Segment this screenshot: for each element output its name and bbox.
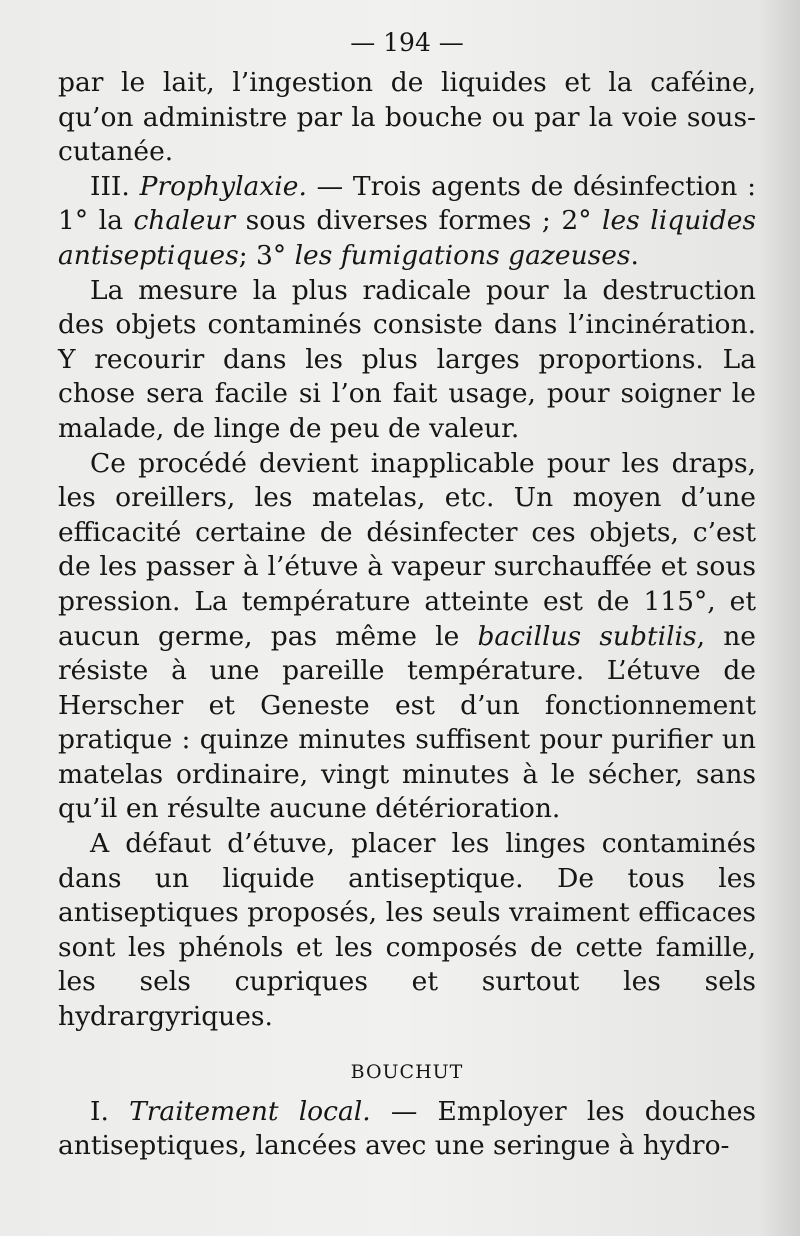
prophylaxie-intro: — Trois agents de désinfection : 1° la xyxy=(58,170,756,237)
page-number: — 194 — xyxy=(350,28,464,57)
traitement-numeral: I. xyxy=(90,1095,130,1127)
agent-chaleur: chaleur xyxy=(133,205,236,237)
etuve-text-after: , ne résiste à une pareille température. L’étuve de Herscher et Geneste est d’un fonctionnement pratique : quinze minutes suffisent pour purifier un matelas ordinaire, vingt minutes à le sécher, sans qu’il en résulte aucune détérioration. xyxy=(58,620,756,825)
section-title-bouchut: BOUCHUT xyxy=(350,1060,464,1083)
paragraph-prophylaxie xyxy=(58,170,756,274)
section-numeral: III. xyxy=(90,170,130,202)
section-heading-prophylaxie: Prophylaxie. xyxy=(139,170,307,202)
species-name: bacillus subtilis xyxy=(477,620,697,652)
paragraph-continuation: par le lait, l’ingestion de liquides et la caféine, qu’on administre par la bouche ou par la voie sous-cutanée. xyxy=(58,67,756,168)
traitement-text: — Employer les douches antiseptiques, lancées avec une seringue à hydro- xyxy=(58,1095,756,1162)
page-edge-shadow xyxy=(760,0,800,1236)
prophylaxie-mid-1: sous diverses formes ; 2° xyxy=(235,205,602,237)
paragraph-etuve xyxy=(58,447,756,828)
agent-liquides: les liquides antiseptiques xyxy=(58,205,756,271)
prophylaxie-end: . xyxy=(630,239,639,271)
paragraph-incineration: La mesure la plus radicale pour la destruction des objets contaminés consiste dans l’incinération. Y recourir dans les plus larges proportions. La chose sera facile si l’on fait usage, pour soigner le malade, de linge de peu de valeur. xyxy=(58,274,756,444)
prophylaxie-mid-2: ; 3° xyxy=(238,239,295,271)
paragraph-traitement-local xyxy=(58,1095,756,1164)
section-heading-traitement: Traitement local. xyxy=(129,1095,371,1127)
agent-fumigations: les fumigations gazeuses xyxy=(294,239,631,271)
paragraph-antiseptiques: A défaut d’étuve, placer les linges contaminés dans un liquide antiseptique. De tous les antiseptiques proposés, les seuls vraiment efficaces sont les phénols et les composés de cette famille, les sels cupriques et surtout les sels hydrargyriques. xyxy=(58,828,756,1033)
etuve-text-before: Ce procédé devient inapplicable pour les draps, les oreillers, les matelas, etc. Un moyen d’une efficacité certaine de désinfecter ces objets, c’est de les passer à l’étuve à vapeur surchauffée et sous pression. La température atteinte est de 115°, et aucun germe, pas même le xyxy=(58,447,756,652)
